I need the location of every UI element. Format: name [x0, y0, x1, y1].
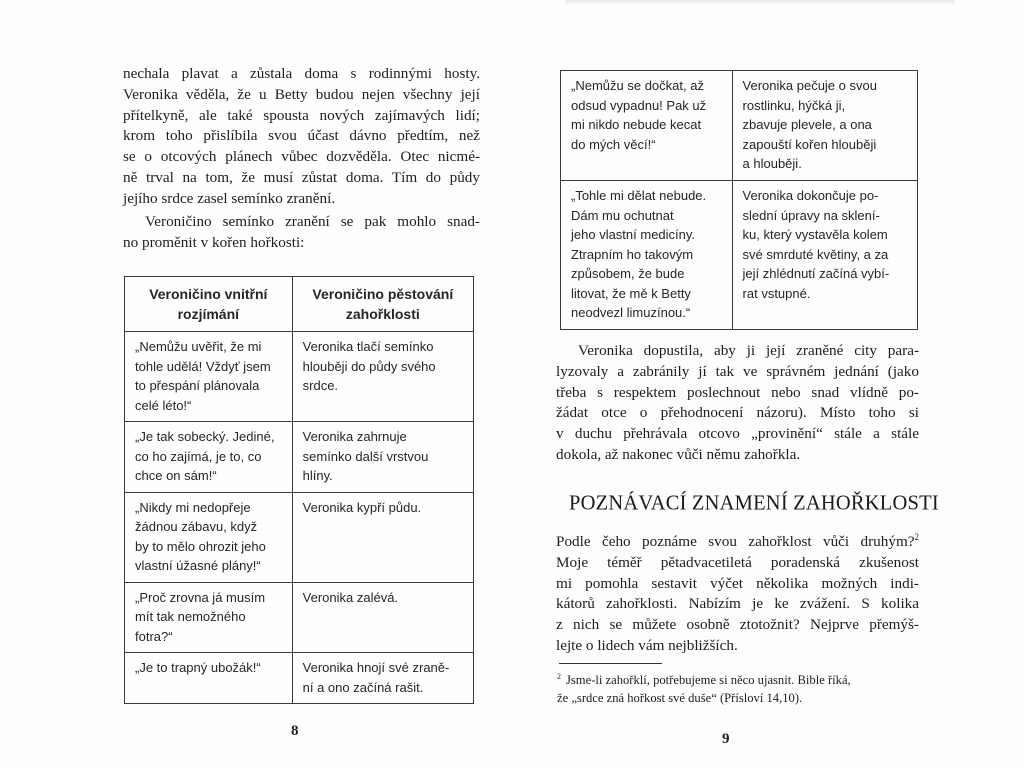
cell-line: odsud vypadnu! Pak už	[571, 97, 707, 113]
table-row	[125, 332, 474, 422]
cell-inner	[125, 653, 293, 704]
text-line: třeba s respektem poslechnout nebo snad vlídně po-	[556, 383, 919, 401]
cell-line: své smrduté květiny, a za	[742, 246, 889, 262]
cell-cultivation	[732, 71, 917, 181]
text-line: Veronika věděla, že u Betty budou nejen všechny její	[123, 85, 480, 103]
cell-cultivation	[292, 332, 473, 422]
cell-line: litovat, že mě k Betty	[571, 285, 691, 301]
cell-line: „Proč zrovna já musím	[135, 589, 266, 605]
cell-line: Veronika kypří půdu.	[302, 499, 422, 515]
text-line: žádat otce o přehodnocení názoru). Místo toho si	[556, 404, 919, 422]
footnote-divider	[559, 663, 662, 664]
cell-line: to přespání plánovala	[135, 378, 260, 393]
cell-cultivation	[292, 653, 473, 704]
cell-line: „Nemůžu se dočkat, až	[571, 78, 704, 93]
cell-cultivation	[732, 181, 917, 330]
text-line: krom toho přislíbila svou účast dávno předtím, než	[123, 127, 480, 145]
right-paragraph-2	[556, 527, 919, 657]
cell-cultivation	[292, 492, 473, 582]
text-line: mi pomohla sestavit výčet několika možných indi-	[556, 574, 919, 592]
cell-line: Veronika pečuje o svou	[742, 78, 877, 93]
cell-line: tohle udělá! Vždyť jsem	[135, 358, 271, 374]
cell-line: vlastní úžasné plány!“	[135, 558, 261, 573]
bitterness-table-right	[560, 70, 918, 330]
footnote	[557, 668, 851, 707]
footnote-marker: 2	[557, 672, 561, 681]
text-line: lejte o lidech vám nejbližších.	[556, 636, 738, 654]
cell-line: způsobem, že bude	[571, 266, 685, 281]
footnote-line	[557, 668, 851, 689]
cell-line: ní a ono začíná rašit.	[302, 679, 424, 695]
text-run: Podle čeho poznáme svou zahořklost vůči druhým?	[556, 533, 915, 550]
table-row	[125, 653, 474, 704]
cell-inner	[125, 582, 293, 653]
cell-line: hlíny.	[302, 468, 333, 483]
cell-line: její zhlédnutí začíná vybí-	[742, 266, 890, 281]
header-line: zahořklosti	[345, 306, 420, 322]
header-line: Veroničino vnitřní	[149, 286, 268, 302]
text-line: kátorů zahořklosti. Nabízím je ke zvážení. S kolika	[556, 595, 919, 613]
right-paragraph-1	[556, 341, 919, 466]
cell-line: srdce.	[302, 378, 339, 393]
text-line	[556, 527, 919, 553]
text-line: Veroničino semínko zranění se pak mohlo snad-	[145, 213, 480, 230]
header-line: Veroničino pěstování	[312, 286, 454, 302]
cell-line: rostlinku, hýčká ji,	[742, 97, 846, 113]
cell-line: žádnou zábavu, když	[135, 519, 258, 534]
text-line: přítelkyně, ale také spousta nových zajímavých lidí;	[123, 106, 480, 124]
cell-cultivation	[292, 422, 473, 493]
text-line: ně trval na tom, že musí zůstat doma. Tím do půdy	[123, 168, 480, 186]
left-paragraph-1	[123, 64, 480, 210]
cell-line: semínko další vrstvou	[302, 448, 429, 464]
table-row	[125, 422, 474, 493]
cell-inner	[125, 492, 293, 582]
cell-line: Veronika zahrnuje	[302, 429, 407, 444]
table-header-row	[125, 277, 474, 332]
cell-line: zapouští kořen hlouběji	[742, 136, 877, 152]
text-line: no proměnit v kořen hořkosti:	[123, 233, 305, 251]
cell-line: do mých věcí!“	[571, 136, 656, 152]
footnote-text: Jsme-li zahořklí, potřebujeme si něco ujasnit. Bible říká,	[566, 673, 851, 687]
text-line: jejího srdce zasel semínko zranění.	[123, 189, 336, 207]
cell-cultivation	[292, 582, 473, 653]
cell-line: rat vstupné.	[742, 285, 811, 301]
cell-line: jeho vlastní medicíny.	[571, 227, 696, 242]
cell-line: „Nikdy mi nedopřeje	[135, 499, 251, 515]
page-edge-shadow	[565, 0, 955, 6]
cell-inner	[561, 71, 733, 181]
table-row	[125, 582, 474, 653]
header-line: rozjímání	[177, 306, 240, 322]
bitterness-table-left	[124, 276, 474, 704]
text-line: Moje téměř pětadvacetiletá poradenská zkušenost	[556, 553, 919, 571]
cell-inner	[125, 332, 293, 422]
cell-inner	[125, 422, 293, 493]
header-cultivation	[292, 277, 473, 332]
text-line: z nich se můžete osobně ztotožnit? Nejprve přemýš-	[556, 616, 919, 634]
cell-line: fotra?“	[135, 628, 173, 644]
text-line: Veronika dopustila, aby ji její zraněné city para-	[578, 342, 919, 359]
cell-line: mít tak nemožného	[135, 609, 246, 624]
section-heading: POZNÁVACÍ ZNAMENÍ ZAHOŘKLOSTI	[569, 491, 939, 515]
table-row	[561, 71, 918, 181]
cell-line: slední úpravy na sklení-	[742, 207, 880, 223]
page-number-right: 9	[722, 731, 730, 747]
cell-line: Veronika hnojí své zraně-	[302, 660, 450, 675]
cell-line: ku, který vystavěla kolem	[742, 227, 888, 242]
text-line: dokola, až nakonec vůči němu zahořkla.	[556, 445, 801, 463]
cell-line: Veronika zalévá.	[302, 589, 399, 605]
cell-line: Veronika tlačí semínko	[302, 339, 434, 354]
cell-line: by to mělo ohrozit jeho	[135, 538, 266, 554]
cell-line: Ztrapním ho takovým	[571, 246, 694, 262]
cell-line: „Nemůžu uvěřit, že mi	[135, 339, 262, 354]
cell-line: chce on sám!“	[135, 468, 217, 483]
text-line: lyzovaly a zabránily jí tak ve správném jednání (jako	[556, 362, 919, 380]
text-line: se o otcových plánech vůbec dozvěděla. Otec nicmé-	[123, 148, 480, 166]
cell-line: „Je tak sobecký. Jediné,	[135, 429, 275, 444]
footnote-reference[interactable]: 2	[914, 532, 919, 542]
cell-inner	[561, 181, 733, 330]
cell-line: mi nikdo nebude kecat	[571, 117, 702, 132]
page-number-left: 8	[291, 723, 299, 739]
cell-line: Veronika dokončuje po-	[742, 188, 879, 203]
cell-line: Dám mu ochutnat	[571, 207, 674, 223]
cell-line: neodvezl limuzínou.“	[571, 305, 691, 320]
cell-line: a hlouběji.	[742, 156, 802, 171]
cell-line: co ho zajímá, je to, co	[135, 448, 262, 464]
cell-line: zbavuje plevele, a ona	[742, 117, 872, 132]
header-inner-reflection	[125, 277, 293, 332]
left-paragraph-2	[123, 212, 480, 254]
cell-line: „Tohle mi dělat nebude.	[571, 188, 707, 203]
text-line: v duchu přehrávala otcovo „provinění“ stále a stále	[556, 425, 919, 443]
table-row	[125, 492, 474, 582]
text-line: nechala plavat a zůstala doma s rodinnými hosty.	[123, 65, 480, 82]
footnote-line: že „srdce zná hořkost své duše“ (Přísloví 14,10).	[557, 691, 803, 705]
table-row	[561, 181, 918, 330]
cell-line: celé léto!“	[135, 397, 192, 413]
cell-line: hlouběji do půdy svého	[302, 358, 436, 374]
cell-line: „Je to trapný ubožák!“	[135, 660, 261, 675]
